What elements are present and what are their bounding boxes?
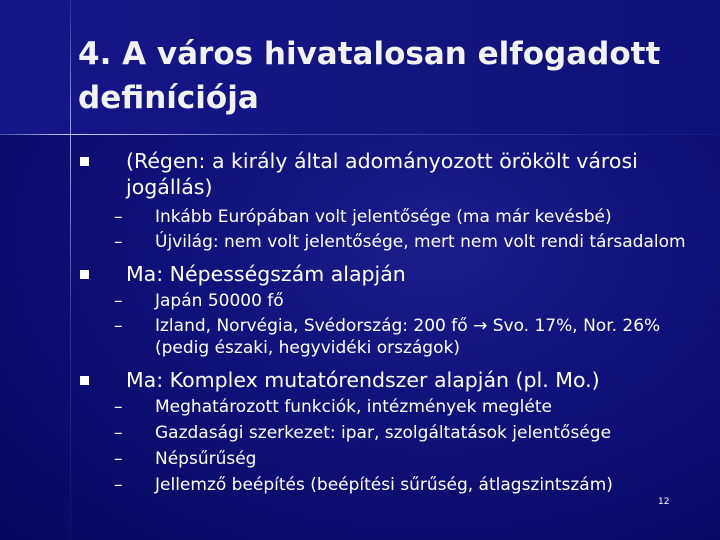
sub-bullet-text: Inkább Európában volt jelentősége (ma már kevésbé) <box>155 207 612 227</box>
sub-bullet-text: Népsűrűség <box>155 449 257 469</box>
vertical-accent-line <box>70 0 71 540</box>
sub-bullet-text: Izland, Norvégia, Svédország: 200 fő → Svo. 17%, Nor. 26% (pedig északi, hegyvidéki országok) <box>155 316 661 358</box>
slide-title: 4. A város hivatalosan elfogadott definíciója <box>78 36 661 116</box>
dash-bullet: – <box>114 397 123 417</box>
dash-bullet: – <box>114 207 123 227</box>
sub-bullet-text: Meghatározott funkciók, intézmények megléte <box>155 397 552 417</box>
sub-bullet-text: Japán 50000 fő <box>155 291 284 311</box>
horizontal-accent-line <box>0 134 720 135</box>
dash-bullet: – <box>114 316 123 336</box>
square-bullet-icon <box>80 270 89 279</box>
dash-bullet: – <box>114 475 123 495</box>
dash-bullet: – <box>114 449 123 469</box>
bullet-text: Ma: Komplex mutatórendszer alapján (pl. Mo.) <box>126 368 600 392</box>
square-bullet-icon <box>80 376 89 385</box>
page-number: 12 <box>658 497 670 507</box>
dash-bullet: – <box>114 423 123 443</box>
dash-bullet: – <box>114 232 123 252</box>
sub-bullet-text: Jellemző beépítés (beépítési sűrűség, átlagszintszám) <box>155 475 613 495</box>
bullet-text: (Régen: a király által adományozott örökölt városi jogállás) <box>126 149 638 199</box>
dash-bullet: – <box>114 291 123 311</box>
bullet-text: Ma: Népességszám alapján <box>126 262 406 286</box>
square-bullet-icon <box>80 157 89 166</box>
sub-bullet-text: Gazdasági szerkezet: ipar, szolgáltatások jelentősége <box>155 423 612 443</box>
sub-bullet-text: Újvilág: nem volt jelentősége, mert nem volt rendi társadalom <box>155 232 686 252</box>
